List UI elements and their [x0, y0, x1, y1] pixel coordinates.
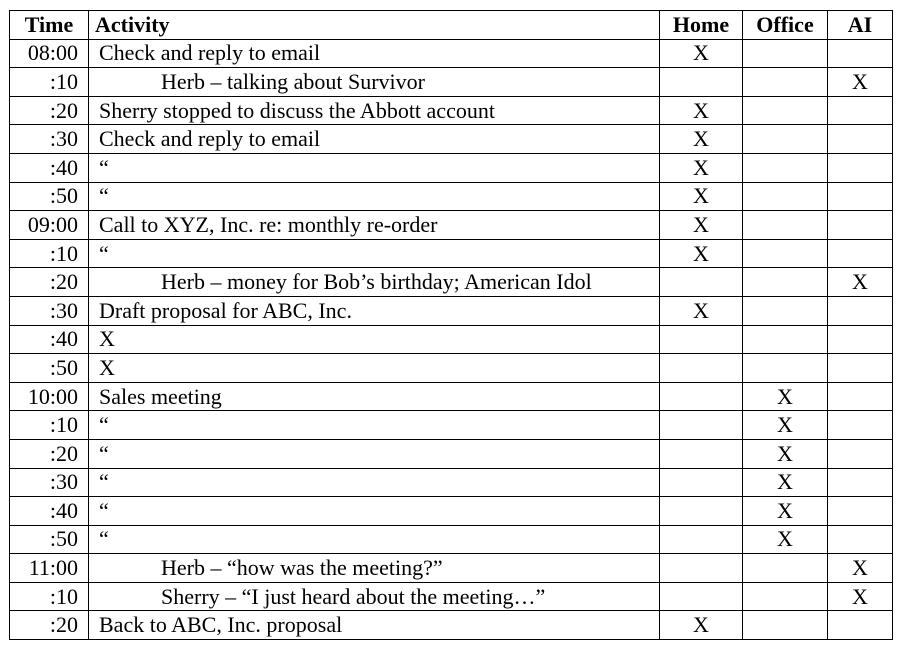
office-mark-cell [743, 96, 828, 125]
activity-cell: Sherry – “I just heard about the meeting…” [89, 582, 660, 611]
office-mark-cell [743, 582, 828, 611]
table-row [10, 554, 893, 583]
table-row [10, 439, 893, 468]
table-row [10, 411, 893, 440]
time-cell: 08:00 [10, 39, 89, 68]
ai-mark-cell: X [828, 582, 893, 611]
time-cell: :50 [10, 525, 89, 554]
activity-cell: X [89, 354, 660, 383]
ai-mark-cell [828, 468, 893, 497]
activity-cell: Herb – talking about Survivor [89, 68, 660, 97]
activity-cell: “ [89, 525, 660, 554]
time-cell: 11:00 [10, 554, 89, 583]
time-cell: 09:00 [10, 211, 89, 240]
home-mark-cell: X [660, 296, 743, 325]
ai-mark-cell: X [828, 268, 893, 297]
time-cell: :10 [10, 239, 89, 268]
office-mark-cell [743, 211, 828, 240]
table-row [10, 125, 893, 154]
office-mark-cell [743, 611, 828, 640]
home-mark-cell [660, 497, 743, 526]
home-mark-cell: X [660, 125, 743, 154]
time-cell: :10 [10, 68, 89, 97]
activity-cell: Herb – money for Bob’s birthday; American Idol [89, 268, 660, 297]
time-cell: :20 [10, 96, 89, 125]
time-cell: :40 [10, 497, 89, 526]
office-mark-cell [743, 268, 828, 297]
activity-cell: Sales meeting [89, 382, 660, 411]
activity-cell: Draft proposal for ABC, Inc. [89, 296, 660, 325]
table-row [10, 182, 893, 211]
table-row [10, 525, 893, 554]
home-mark-cell [660, 382, 743, 411]
office-mark-cell [743, 296, 828, 325]
home-mark-cell: X [660, 96, 743, 125]
home-mark-cell: X [660, 611, 743, 640]
ai-mark-cell [828, 525, 893, 554]
table-row [10, 68, 893, 97]
home-mark-cell [660, 411, 743, 440]
header-ai: AI [828, 11, 893, 40]
activity-cell: “ [89, 497, 660, 526]
table-row [10, 268, 893, 297]
ai-mark-cell [828, 497, 893, 526]
table-row [10, 239, 893, 268]
home-mark-cell [660, 439, 743, 468]
ai-mark-cell [828, 39, 893, 68]
home-mark-cell [660, 68, 743, 97]
home-mark-cell [660, 468, 743, 497]
header-home: Home [660, 11, 743, 40]
home-mark-cell: X [660, 153, 743, 182]
ai-mark-cell [828, 239, 893, 268]
time-cell: :20 [10, 268, 89, 297]
ai-mark-cell [828, 296, 893, 325]
activity-cell: “ [89, 411, 660, 440]
header-office: Office [743, 11, 828, 40]
home-mark-cell: X [660, 211, 743, 240]
ai-mark-cell: X [828, 68, 893, 97]
activity-cell: “ [89, 239, 660, 268]
table-row [10, 611, 893, 640]
ai-mark-cell [828, 439, 893, 468]
office-mark-cell: X [743, 382, 828, 411]
header-time: Time [10, 11, 89, 40]
ai-mark-cell [828, 382, 893, 411]
activity-cell: “ [89, 468, 660, 497]
office-mark-cell: X [743, 497, 828, 526]
table-row [10, 39, 893, 68]
office-mark-cell: X [743, 468, 828, 497]
activity-cell: Check and reply to email [89, 39, 660, 68]
office-mark-cell [743, 554, 828, 583]
activity-cell: Check and reply to email [89, 125, 660, 154]
table-row [10, 96, 893, 125]
time-cell: :10 [10, 582, 89, 611]
home-mark-cell [660, 268, 743, 297]
time-cell: :40 [10, 153, 89, 182]
ai-mark-cell: X [828, 554, 893, 583]
ai-mark-cell [828, 182, 893, 211]
ai-mark-cell [828, 96, 893, 125]
office-mark-cell [743, 68, 828, 97]
activity-log-table [9, 10, 893, 640]
time-cell: :50 [10, 182, 89, 211]
office-mark-cell: X [743, 525, 828, 554]
table-row [10, 211, 893, 240]
home-mark-cell [660, 582, 743, 611]
home-mark-cell: X [660, 182, 743, 211]
time-cell: :40 [10, 325, 89, 354]
ai-mark-cell [828, 125, 893, 154]
table-row [10, 497, 893, 526]
office-mark-cell: X [743, 439, 828, 468]
table-row [10, 296, 893, 325]
table-row [10, 354, 893, 383]
table-body [10, 39, 893, 639]
time-cell: :50 [10, 354, 89, 383]
table-row [10, 468, 893, 497]
time-cell: :30 [10, 296, 89, 325]
ai-mark-cell [828, 153, 893, 182]
activity-cell: “ [89, 439, 660, 468]
office-mark-cell [743, 354, 828, 383]
ai-mark-cell [828, 325, 893, 354]
activity-cell: Sherry stopped to discuss the Abbott account [89, 96, 660, 125]
activity-cell: “ [89, 182, 660, 211]
header-row [10, 11, 893, 40]
time-cell: :20 [10, 439, 89, 468]
ai-mark-cell [828, 411, 893, 440]
office-mark-cell [743, 125, 828, 154]
activity-cell: “ [89, 153, 660, 182]
office-mark-cell [743, 39, 828, 68]
office-mark-cell [743, 153, 828, 182]
home-mark-cell: X [660, 39, 743, 68]
time-cell: :10 [10, 411, 89, 440]
time-cell: :20 [10, 611, 89, 640]
table-row [10, 153, 893, 182]
ai-mark-cell [828, 611, 893, 640]
office-mark-cell [743, 239, 828, 268]
ai-mark-cell [828, 354, 893, 383]
activity-cell: Herb – “how was the meeting?” [89, 554, 660, 583]
activity-cell: X [89, 325, 660, 354]
office-mark-cell: X [743, 411, 828, 440]
table-row [10, 325, 893, 354]
activity-cell: Back to ABC, Inc. proposal [89, 611, 660, 640]
time-cell: :30 [10, 468, 89, 497]
home-mark-cell [660, 554, 743, 583]
activity-cell: Call to XYZ, Inc. re: monthly re-order [89, 211, 660, 240]
ai-mark-cell [828, 211, 893, 240]
table-row [10, 582, 893, 611]
time-cell: :30 [10, 125, 89, 154]
office-mark-cell [743, 182, 828, 211]
home-mark-cell: X [660, 239, 743, 268]
header-activity: Activity [89, 11, 660, 40]
table-row [10, 382, 893, 411]
office-mark-cell [743, 325, 828, 354]
home-mark-cell [660, 325, 743, 354]
time-cell: 10:00 [10, 382, 89, 411]
home-mark-cell [660, 354, 743, 383]
home-mark-cell [660, 525, 743, 554]
